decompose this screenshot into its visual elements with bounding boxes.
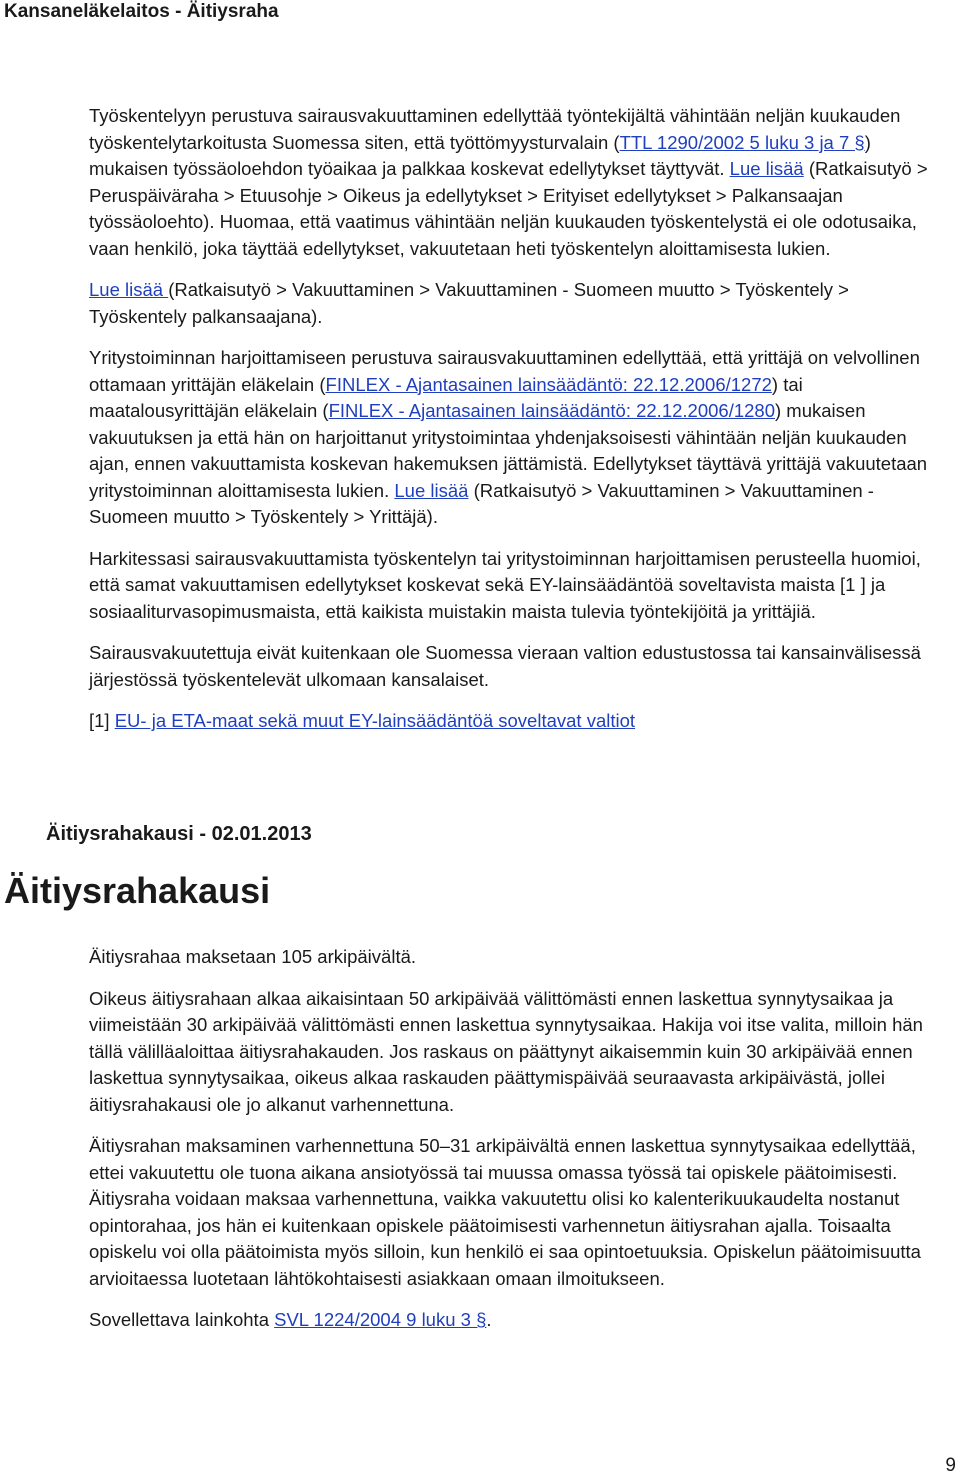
paragraph-text: (Ratkaisutyö > Peruspäiväraha > Etuusohje > Oikeus ja edellytykset > Erityiset edellytykset > Palkansaajan työssäoloehto). Huomaa, että vaatimus vähintään neljän kuukauden työskentelystä ei ole odotusaika, vaan henkilö, joka täyttää edellytykset, vakuutetaan heti työskentelyn aloittamisesta lukien. (89, 158, 928, 259)
footnote (89, 708, 949, 735)
section-title: Äitiysrahakausi (4, 870, 271, 911)
ttl-law-link[interactable]: TTL 1290/2002 5 luku 3 ja 7 § (619, 131, 865, 153)
paragraph-employment-insurance (89, 103, 949, 262)
paragraph-applicable-law (89, 1307, 949, 1334)
maternity-period-content (89, 944, 949, 1349)
paragraph-entrepreneur-insurance (89, 345, 949, 531)
paragraph-foreign-representations: Sairausvakuutettuja eivät kuitenkaan ole Suomessa vieraan valtion edustustossa tai kansainvälisessä järjestössä työskentelevät ulkomaan kansalaiset. (89, 642, 921, 690)
paragraph-text: (Ratkaisutyö > Vakuuttaminen > Vakuuttaminen - Suomeen muutto > Työskentely > Työskentely palkansaajana). (89, 279, 849, 327)
read-more-link[interactable]: Lue lisää (89, 279, 169, 300)
eu-eta-countries-link[interactable]: EU- ja ETA-maat sekä muut EY-lainsäädäntöä soveltavat valtiot (114, 710, 636, 731)
paragraph-read-more-employee (89, 277, 949, 330)
main-content (89, 103, 949, 750)
paragraph-text: (Ratkaisutyö > Vakuuttaminen > Vakuuttaminen - Suomeen muutto > Työskentely > Yrittäjä). (89, 479, 874, 527)
paragraph-early-payment: Äitiysrahan maksaminen varhennettuna 50–31 arkipäivältä ennen laskettua synnytysaikaa edellyttää, ettei vakuutettu ole tuona aikana ansiotyössä tai muussa omassa työssä tai opiskele päätoimisesti. Äitiysraha voidaan maksaa varhennettuna, vaikka vakuutettu olisi ko kalenterikuukaudelta nostanut opintorahaa, jos hän ei kuitenkaan opiskele päätoimisesti varhennetun äitiysrahan ajalla. Toisaalta opiskelu voi olla päätoimista myös silloin, kun henkilö ei saa opintoetuuksia. Opiskelun päätoimisuutta arvioitaessa luotetaan lähtökohtaisesti asiakkaan omaan ilmoitukseen. (89, 1135, 921, 1289)
paragraph-text: ) mukaisen työssäoloehdon työaikaa ja palkkaa koskevat edellytykset täyttyvät. (89, 131, 871, 179)
paragraph-text: Sovellettava lainkohta (89, 1309, 275, 1330)
read-more-link[interactable]: Lue lisää (729, 158, 804, 179)
running-header-title: Kansaneläkelaitos - Äitiysraha (4, 1, 279, 22)
paragraph-entitlement-start: Oikeus äitiysrahaan alkaa aikaisintaan 50 arkipäivää välittömästi ennen laskettua synnytysaikaa ja viimeistään 30 arkipäivää välittömästi ennen laskettua synnytysaikaa. Hakija voi itse valita, milloin hän tällä välilläaloittaa äitiysrahakauden. Jos raskaus on päättynyt aikaisemmin kuin 30 arkipäivää ennen laskettua synnytysaikaa, oikeus alkaa raskauden päättymispäivää seuraavasta arkipäivästä, jollei äitiysrahakausi ole jo alkanut varhennettuna. (89, 987, 923, 1115)
read-more-link[interactable]: Lue lisää (394, 479, 469, 501)
section-date-heading: Äitiysrahakausi - 02.01.2013 (46, 823, 312, 845)
finlex-1272-link[interactable]: FINLEX - Ajantasainen lainsäädäntö: 22.12.2006/1272 (325, 373, 772, 395)
paragraph-text: Yritystoiminnan harjoittamiseen perustuva sairausvakuuttaminen edellyttää, että yrittäjä on velvollinen ottamaan yrittäjän eläkelain ( (89, 347, 920, 395)
footnote-marker: [1] (89, 710, 115, 731)
paragraph-text: . (486, 1309, 492, 1330)
svl-law-link[interactable]: SVL 1224/2004 9 luku 3 § (274, 1309, 487, 1330)
paragraph-text: Työskentelyyn perustuva sairausvakuuttaminen edellyttää työntekijältä vähintään neljän kuukauden työskentelytarkoitusta Suomessa siten, että työttömyysturvalain ( (89, 105, 901, 153)
paragraph-text: ) mukaisen vakuutuksen ja että hän on harjoittanut yritystoimintaa yhdenjaksoisesti vähintään neljän kuukauden ajan, ennen vakuuttamista koskevan hakemuksen jättämistä. Edellytykset täyttävä yrittäjä vakuutetaan yritystoiminnan aloittamisesta lukien. (89, 400, 928, 501)
page-number: 9 (945, 1455, 956, 1476)
finlex-1280-link[interactable]: FINLEX - Ajantasainen lainsäädäntö: 22.12.2006/1280 (328, 400, 775, 421)
paragraph-text: ) tai maatalousyrittäjän eläkelain ( (89, 373, 803, 421)
paragraph-105-days: Äitiysrahaa maksetaan 105 arkipäivältä. (89, 946, 417, 967)
paragraph-eu-countries: Harkitessasi sairausvakuuttamista työskentelyn tai yritystoiminnan harjoittamisen perusteella huomioi, että samat vakuuttamisen edellytykset koskevat sekä EY-lainsäädäntöä soveltavista maista [1 ] ja sosiaaliturvasopimusmaista, että kaikista muistakin maista tulevia työntekijöitä ja yrittäjiä. (89, 547, 921, 622)
